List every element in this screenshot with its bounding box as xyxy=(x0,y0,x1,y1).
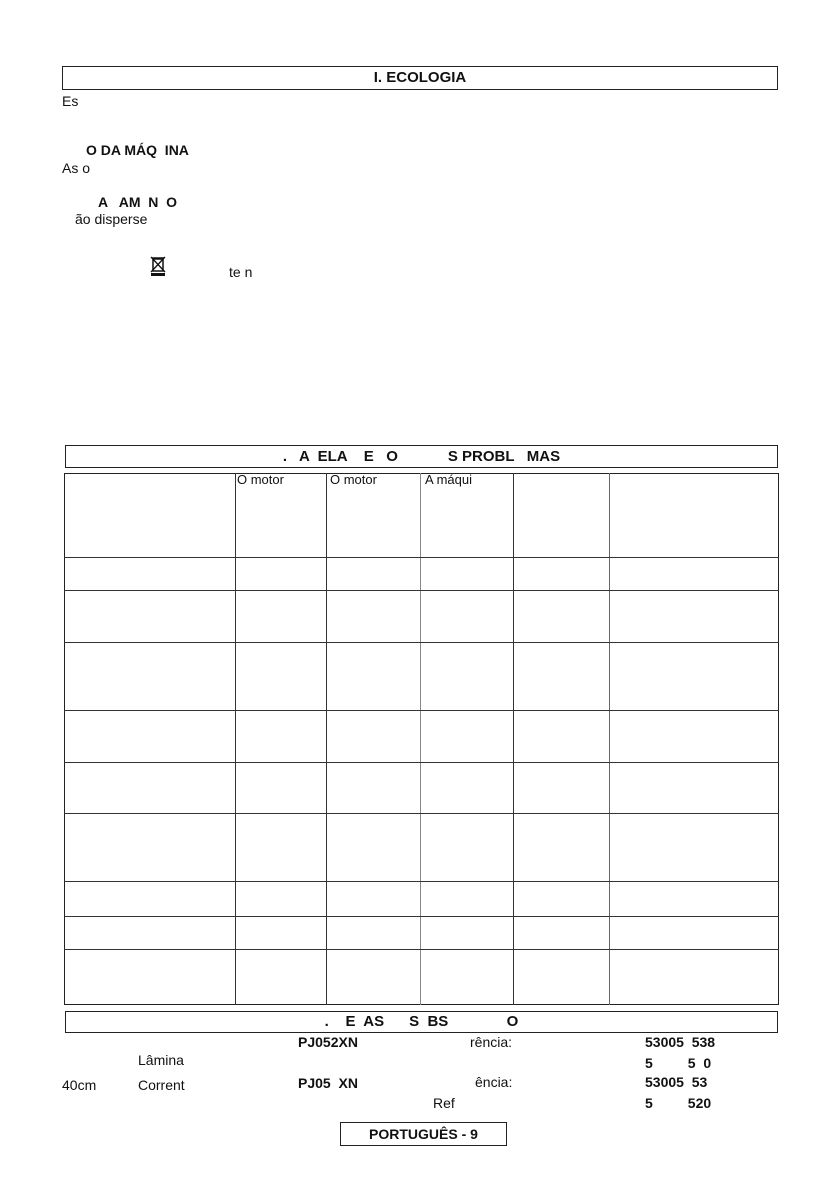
troubleshooting-table xyxy=(64,473,779,1005)
parts-model: PJ052XN xyxy=(298,1034,358,1050)
parts-ref-label: ência: xyxy=(475,1074,513,1090)
parts-ref-value: 5 5 0 xyxy=(645,1055,712,1071)
table-row-line xyxy=(64,590,779,591)
parts-title: . E AS S BS O xyxy=(324,1013,519,1030)
parts-item: Corrent xyxy=(138,1077,185,1093)
ecology-title: I. ECOLOGIA xyxy=(373,69,467,86)
table-row-line xyxy=(64,762,779,763)
table-row-line xyxy=(64,557,779,558)
parts-ref-value: 5 520 xyxy=(645,1095,712,1111)
crossed-bin-icon xyxy=(148,254,168,276)
table-row-line xyxy=(64,949,779,950)
table-col-line xyxy=(326,473,327,1005)
troubleshooting-title-box xyxy=(65,445,778,468)
table-row-line xyxy=(64,813,779,814)
packaging-text: ão disperse xyxy=(75,211,148,227)
table-row-line xyxy=(64,710,779,711)
parts-ref-label: Ref xyxy=(433,1095,455,1111)
table-row-line xyxy=(64,881,779,882)
table-col-line xyxy=(235,473,236,1005)
page-label: PORTUGUÊS - 9 xyxy=(369,1126,478,1142)
parts-title-box xyxy=(65,1011,778,1033)
page-footer-box xyxy=(340,1122,507,1146)
packaging-subtitle: A AM N O xyxy=(98,194,178,210)
ecology-intro: Es xyxy=(62,93,79,109)
parts-ref-label: rência: xyxy=(470,1034,513,1050)
parts-ref-value: 53005 53 xyxy=(645,1074,708,1090)
table-column-header: O motor xyxy=(330,472,377,487)
troubleshooting-title: . A ELA E O S PROBL MAS xyxy=(282,448,561,465)
ecology-title-box xyxy=(62,66,778,90)
table-row-line xyxy=(64,916,779,917)
parts-size: 40cm xyxy=(62,1077,97,1093)
machine-text: As o xyxy=(62,160,91,176)
machine-subtitle: O DA MÁQ INA xyxy=(86,142,189,158)
table-row-line xyxy=(64,642,779,643)
parts-item: Lâmina xyxy=(138,1052,184,1068)
table-col-line xyxy=(420,473,421,1005)
table-column-header: A máqui xyxy=(425,472,472,487)
parts-ref-value: 53005 538 xyxy=(645,1034,716,1050)
table-col-line xyxy=(609,473,610,1005)
parts-model: PJ05 XN xyxy=(298,1075,358,1091)
table-col-line xyxy=(513,473,514,1005)
table-column-header: O motor xyxy=(237,472,284,487)
weee-text: te n xyxy=(229,264,253,280)
